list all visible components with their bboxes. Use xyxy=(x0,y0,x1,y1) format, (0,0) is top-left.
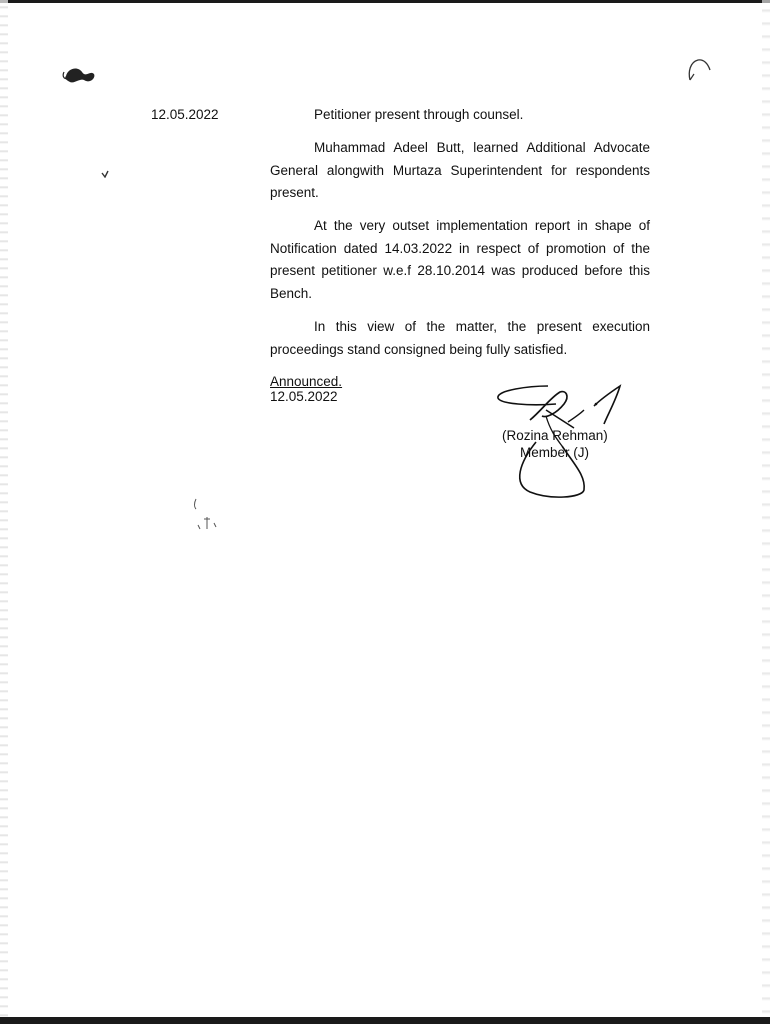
scan-border-left xyxy=(0,0,8,1024)
signatory-role: Member (J) xyxy=(520,445,590,460)
scribble-mark-icon xyxy=(60,62,100,90)
scan-border-top xyxy=(0,0,770,3)
scribble-mark-icon xyxy=(188,495,228,540)
announcement-block xyxy=(270,374,342,404)
signatory-name: (Rozina Rehman) xyxy=(502,428,608,443)
announced-label: Announced. xyxy=(270,374,343,389)
order-paragraph: At the very outset implementation report in shape of Notification dated 14.03.2022 in respect of promotion of the present petitioner w.e.f 28.10.2014 was produced before this Bench. xyxy=(270,218,650,301)
announced-date: 12.05.2022 xyxy=(270,389,338,404)
scribble-mark-icon xyxy=(684,56,714,86)
scan-border-bottom xyxy=(0,1017,770,1024)
order-paragraph: Muhammad Adeel Butt, learned Additional Advocate General alongwith Murtaza Superintendent for respondents present. xyxy=(270,140,650,200)
scan-border-right xyxy=(762,0,770,1024)
dot-mark-icon xyxy=(101,170,109,178)
order-paragraph: In this view of the matter, the present execution proceedings stand consigned being fully satisfied. xyxy=(270,319,650,357)
order-first-line: Petitioner present through counsel. xyxy=(314,107,524,122)
order-date: 12.05.2022 xyxy=(151,107,219,122)
